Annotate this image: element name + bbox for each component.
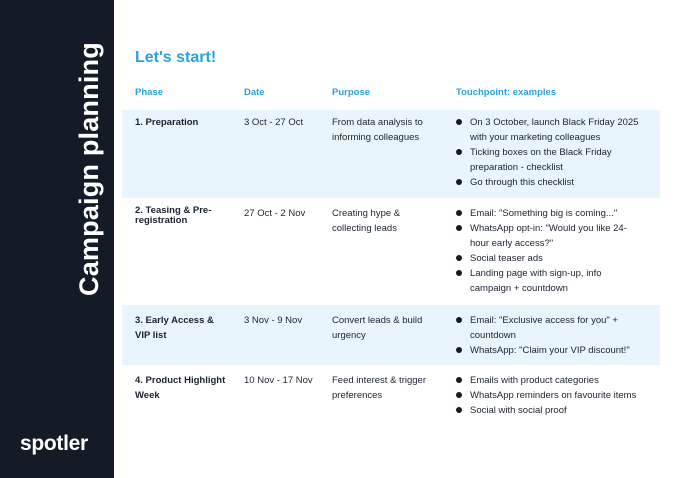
row-purpose: From data analysis to informing colleagues xyxy=(332,117,423,143)
touchpoint-item: WhatsApp opt-in: "Would you like 24-hour early access?" xyxy=(456,221,632,251)
bullet-icon xyxy=(456,347,462,353)
touchpoint-item: Social with social proof xyxy=(456,403,656,418)
column-header-phase: Phase xyxy=(135,87,163,98)
bullet-icon xyxy=(456,377,462,383)
row-date: 3 Oct - 27 Oct xyxy=(244,117,304,128)
bullet-icon xyxy=(456,210,462,216)
row-date: 27 Oct - 2 Nov xyxy=(244,208,306,219)
row-purpose: Feed interest & trigger preferences xyxy=(332,375,426,401)
bullet-icon xyxy=(456,392,462,398)
column-header-purpose: Purpose xyxy=(332,87,371,98)
touchpoint-item: WhatsApp: "Claim your VIP discount!" xyxy=(456,343,632,358)
touchpoint-item: Ticking boxes on the Black Friday preparation - checklist xyxy=(456,145,656,175)
bullet-icon xyxy=(456,317,462,323)
touchpoint-item: On 3 October, launch Black Friday 2025 with your marketing colleagues xyxy=(456,115,656,145)
touchpoint-item: WhatsApp reminders on favourite items xyxy=(456,388,656,403)
touchpoint-item: Go through this checklist xyxy=(456,175,656,190)
row-date: 10 Nov - 17 Nov xyxy=(244,375,313,386)
column-header-touchpoints: Touchpoint: examples xyxy=(456,87,557,98)
page-heading: Let's start! xyxy=(135,49,217,66)
bullet-icon xyxy=(456,407,462,413)
row-purpose: Creating hype & collecting leads xyxy=(332,208,401,234)
sidebar-title: Campaign planning xyxy=(74,42,104,296)
bullet-icon xyxy=(456,270,462,276)
touchpoint-item: Email: "Exclusive access for you" + countdown xyxy=(456,313,632,343)
touchpoint-item: Social teaser ads xyxy=(456,251,632,266)
bullet-icon xyxy=(456,119,462,125)
row-phase: 1. Preparation xyxy=(135,117,199,128)
bullet-icon xyxy=(456,149,462,155)
row-phase: 2. Teasing & Pre-registration xyxy=(135,205,212,226)
row-phase: 4. Product Highlight Week xyxy=(135,375,226,401)
bullet-icon xyxy=(456,225,462,231)
table-row xyxy=(122,368,660,424)
spotler-logo: spotler xyxy=(20,432,88,455)
row-date: 3 Nov - 9 Nov xyxy=(244,315,303,326)
touchpoint-item: Email: "Something big is coming..." xyxy=(456,206,632,221)
touchpoint-item: Emails with product categories xyxy=(456,373,656,388)
sidebar xyxy=(0,0,114,478)
table-header xyxy=(0,87,676,101)
row-purpose: Convert leads & build urgency xyxy=(332,315,423,341)
row-touchpoints xyxy=(456,115,656,190)
row-touchpoints xyxy=(456,206,632,296)
bullet-icon xyxy=(456,179,462,185)
row-touchpoints xyxy=(456,313,632,358)
column-header-date: Date xyxy=(244,87,265,98)
touchpoint-item: Landing page with sign-up, info campaign + countdown xyxy=(456,266,632,296)
table-row xyxy=(122,201,660,305)
bullet-icon xyxy=(456,255,462,261)
table-row xyxy=(122,305,660,365)
table-row xyxy=(122,110,660,198)
row-phase: 3. Early Access & VIP list xyxy=(135,315,214,341)
row-touchpoints xyxy=(456,373,656,418)
